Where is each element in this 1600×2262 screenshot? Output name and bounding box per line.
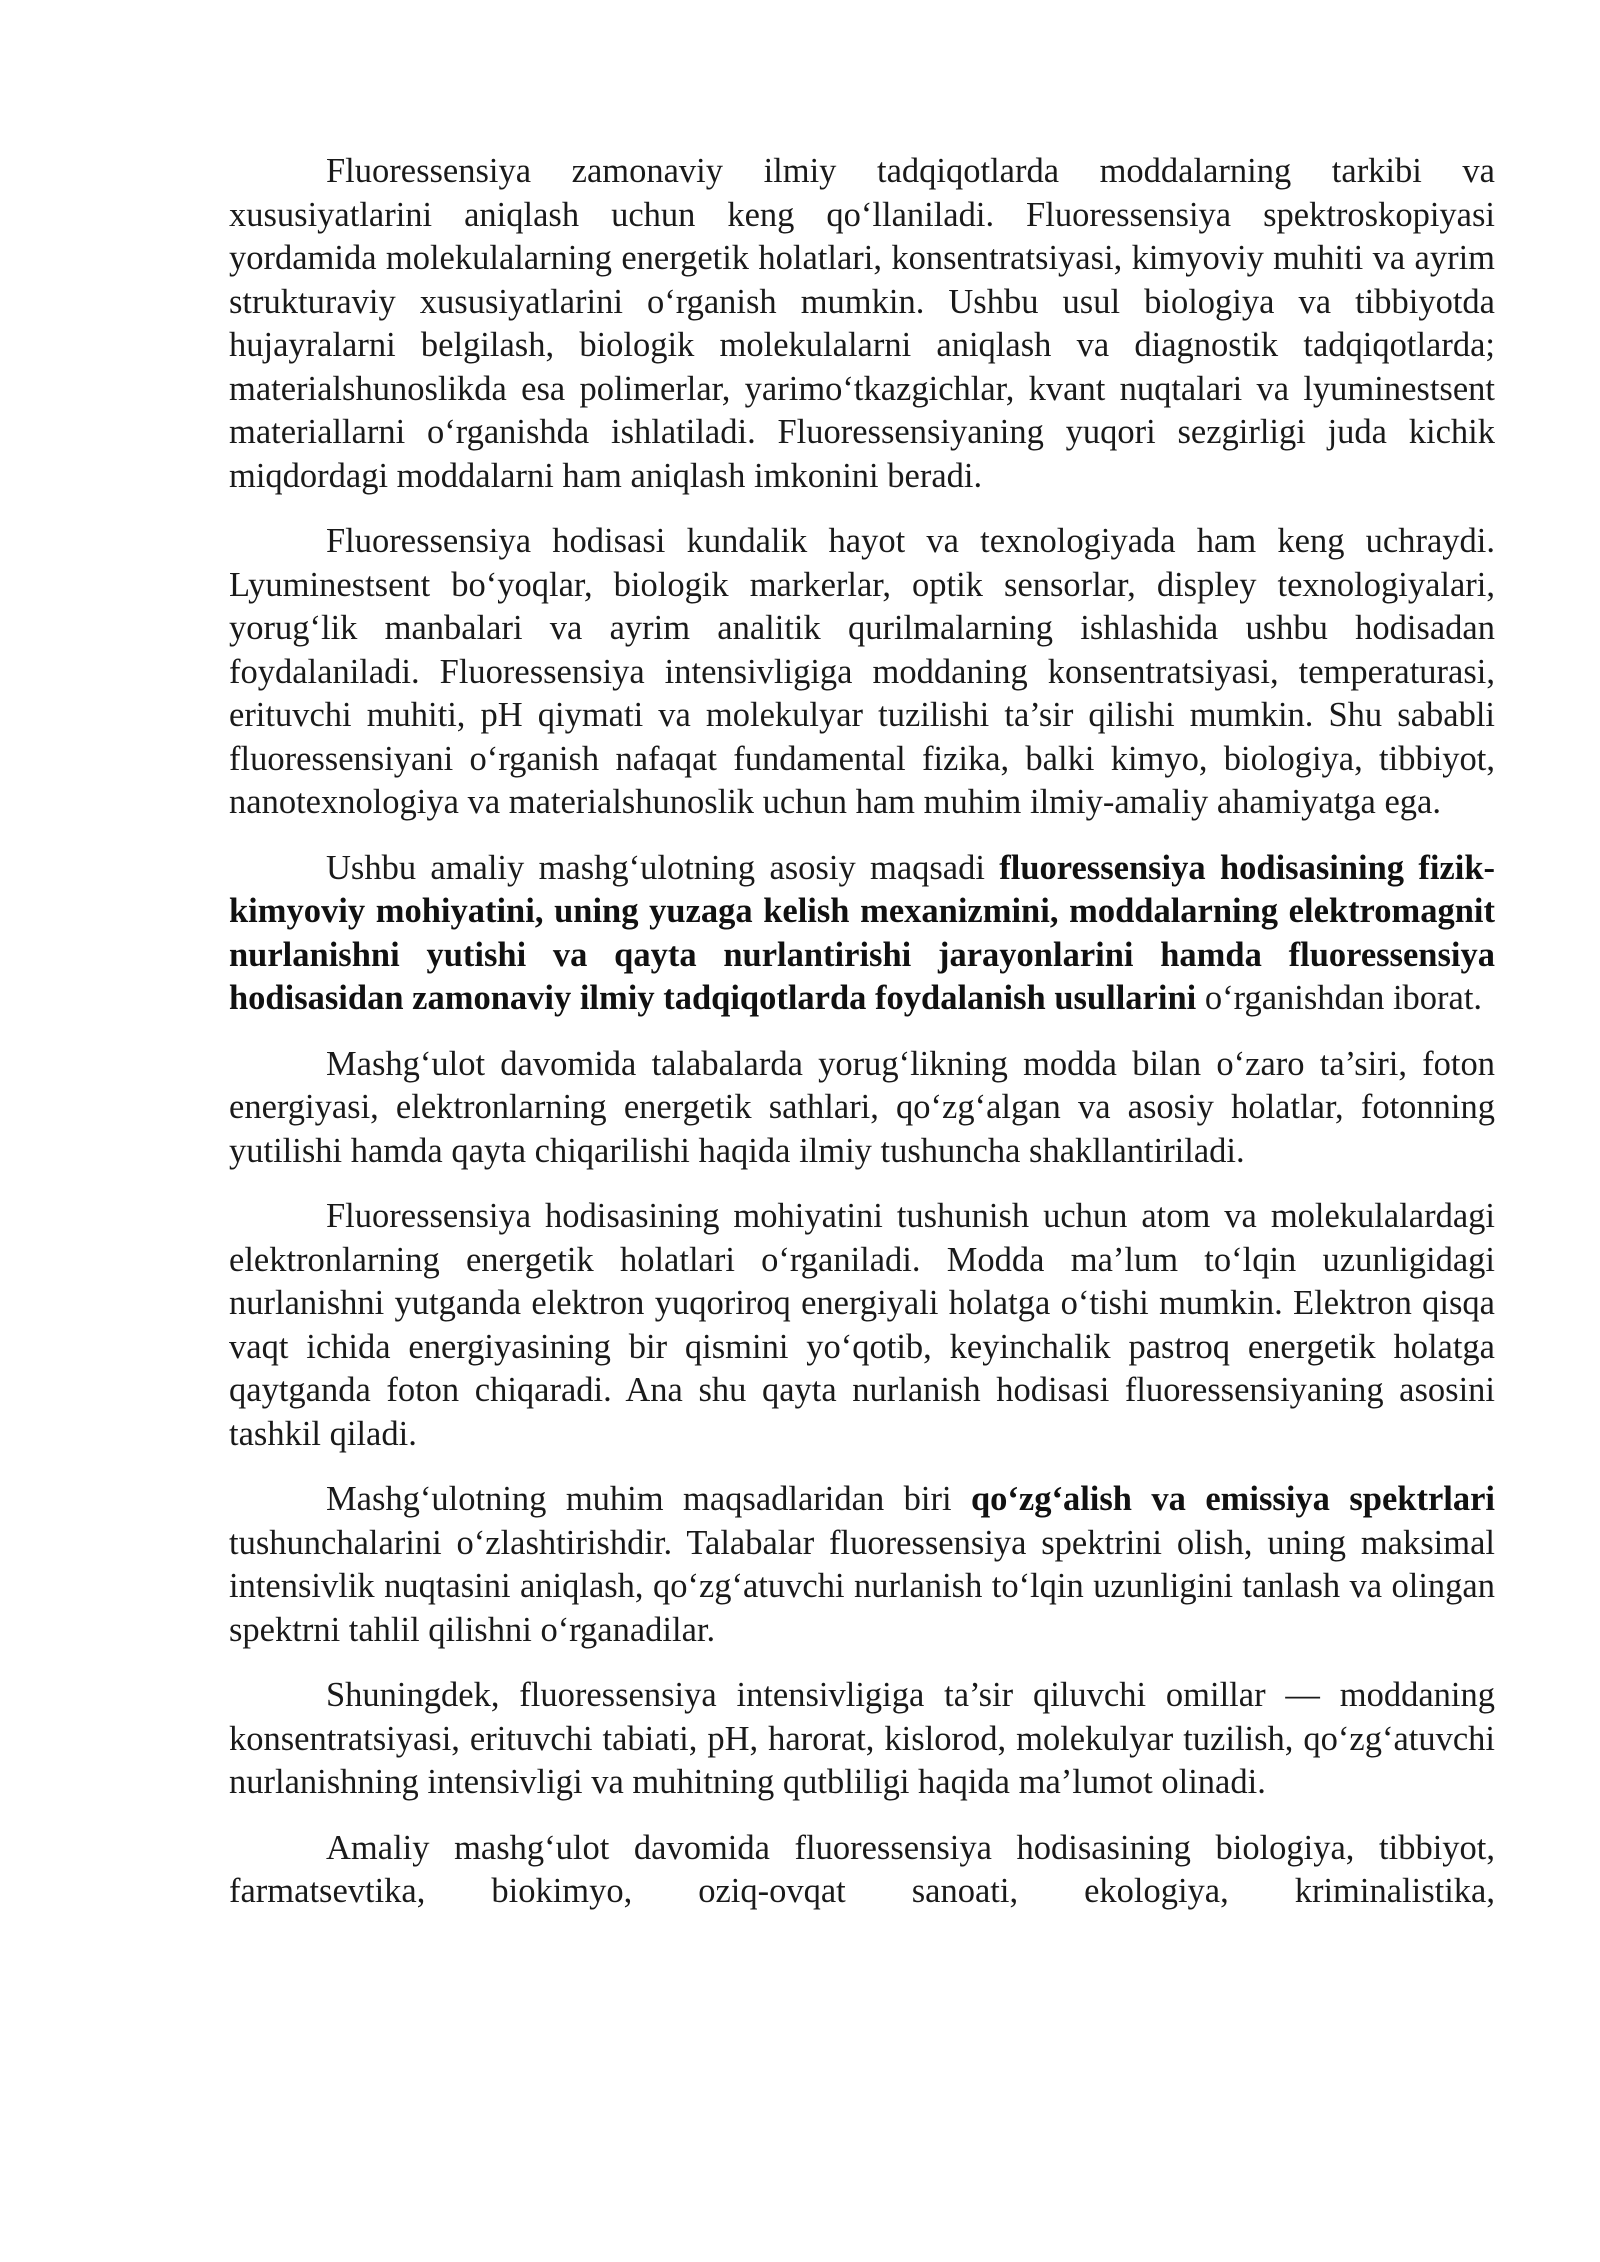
paragraph-5 — [229, 1195, 1495, 1456]
paragraph-text: tushunchalarini o‘zlashtirishdir. Talabalar fluoressensiya spektrini olish, uning maksimal intensivlik nuqtasini aniqlash, qo‘zg‘atuvchi nurlanish to‘lqin uzunligini tanlash va olingan spektrni tahlil qilishni o‘rganadilar. — [229, 1523, 1495, 1649]
paragraph-text: Mashg‘ulotning muhim maqsadlaridan biri — [326, 1480, 971, 1518]
paragraph-text: Fluoressensiya hodisasi kundalik hayot va texnologiyada ham keng uchraydi. Lyuminestsent bo‘yoqlar, biologik markerlar, optik sensorlar, displey texnologiyalari, yorug‘lik manbalari va ayrim analitik qurilmalarning ishlashida ushbu hodisadan foydalaniladi. Fluoressensiya intensivligiga moddaning konsentratsiyasi, temperaturasi, erituvchi muhiti, pH qiymati va molekulyar tuzilishi ta’sir qilishi mumkin. Shu sababli fluoressensiyani o‘rganish nafaqat fundamental fizika, balki kimyo, biologiya, tibbiyot, nanotexnologiya va materialshunoslik uchun ham muhim ilmiy-amaliy ahamiyatga ega. — [229, 522, 1495, 821]
paragraph-text: Fluoressensiya hodisasining mohiyatini tushunish uchun atom va molekulalardagi elektronlarning energetik holatlari o‘rganiladi. Modda ma’lum to‘lqin uzunligidagi nurlanishni yutganda elektron yuqoriroq energiyali holatga o‘tishi mumkin. Elektron qisqa vaqt ichida energiyasining bir qismini yo‘qotib, keyinchalik pastroq energetik holatga qaytganda foton chiqaradi. Ana shu qayta nurlanish hodisasi fluoressensiyaning asosini tashkil qiladi. — [229, 1197, 1495, 1453]
paragraph-text: Ushbu amaliy mashg‘ulotning asosiy maqsadi — [326, 848, 1000, 887]
bold-text: qo‘zg‘alish va emissiya spektrlari — [970, 1480, 1495, 1518]
paragraph-text: Amaliy mashg‘ulot davomida fluoressensiya hodisasining biologiya, tibbiyot, farmatsevtika, biokimyo, oziq-ovqat sanoati, ekologiya, kriminalistika, — [229, 1828, 1495, 1910]
paragraph-text: o‘rganishdan iborat. — [1196, 979, 1483, 1017]
paragraph-text: Fluoressensiya zamonaviy ilmiy tadqiqotlarda moddalarning tarkibi va xususiyatlarini aniqlash uchun keng qo‘llaniladi. Fluoressensiya spektroskopiyasi yordamida molekulalarning energetik holatlari, konsentratsiyasi, kimyoviy muhiti va ayrim strukturaviy xususiyatlarini o‘rganish mumkin. Ushbu usul biologiya va tibbiyotda hujayralarni belgilash, biologik molekulalarni aniqlash va diagnostik tadqiqotlarda; materialshunoslikda esa polimerlar, yarimo‘tkazgichlar, kvant nuqtalari va lyuminestsent materiallarni o‘rganishda ishlatiladi. Fluoressensiyaning yuqori sezgirligi juda kichik miqdordagi moddalarni ham aniqlash imkonini beradi. — [229, 152, 1495, 495]
paragraph-text: Mashg‘ulot davomida talabalarda yorug‘likning modda bilan o‘zaro ta’siri, foton energiyasi, elektronlarning energetik sathlari, qo‘zg‘algan va asosiy holatlar, fotonning yutilishi hamda qayta chiqarilishi haqida ilmiy tushuncha shakllantiriladi. — [229, 1044, 1495, 1170]
paragraph-7 — [229, 1674, 1495, 1805]
document-page — [229, 150, 1495, 1936]
paragraph-4 — [229, 1043, 1495, 1174]
paragraph-1 — [229, 150, 1495, 498]
paragraph-text: Shuningdek, fluoressensiya intensivligiga ta’sir qiluvchi omillar — moddaning konsentratsiyasi, erituvchi tabiati, pH, harorat, kislorod, molekulyar tuzilish, qo‘zg‘atuvchi nurlanishning intensivligi va muhitning qutbliligi haqida ma’lumot olinadi. — [229, 1676, 1495, 1801]
paragraph-8 — [229, 1827, 1495, 1914]
paragraph-6 — [229, 1478, 1495, 1652]
paragraph-2 — [229, 520, 1495, 825]
paragraph-3 — [229, 847, 1495, 1021]
bold-text: fluoressensiya hodisasining fizik-kimyoviy mohiyatini, uning yuzaga kelish mexanizmini, moddalarning elektromagnit nurlanishni yutishi va qayta nurlantirishi jarayonlarini hamda fluoressensiya hodisasidan zamonaviy ilmiy tadqiqotlarda foydalanish usullarini — [229, 848, 1495, 1017]
